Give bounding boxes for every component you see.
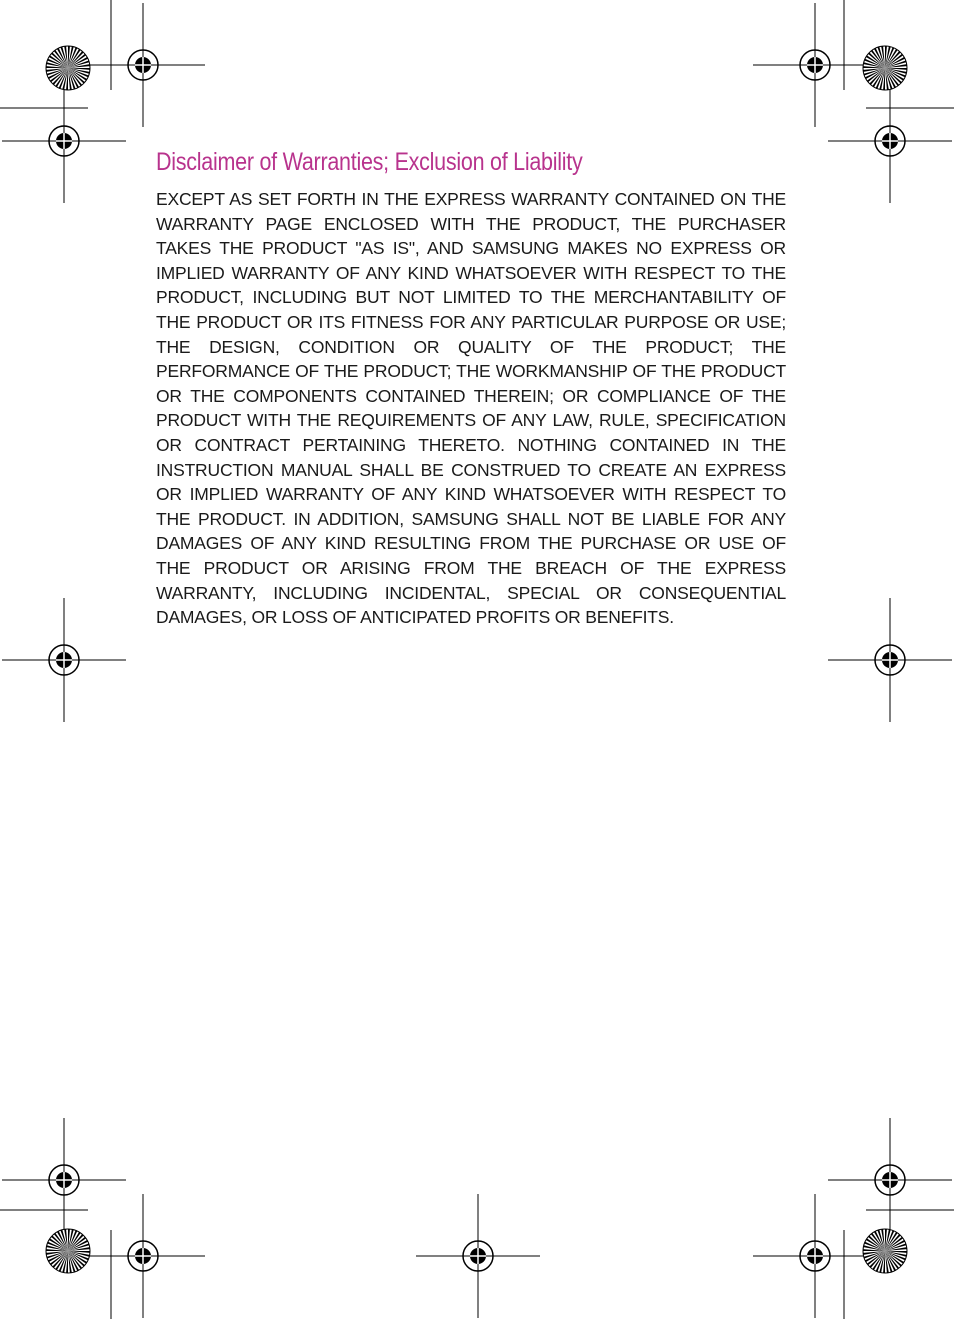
disclaimer-section	[156, 148, 786, 630]
registration-mark-icon	[828, 1118, 952, 1242]
star-target-icon	[46, 46, 90, 90]
star-target-icon	[863, 1229, 907, 1273]
registration-mark-icon	[828, 79, 952, 203]
registration-mark-icon	[2, 598, 126, 722]
star-target-icon	[46, 1229, 90, 1273]
registration-mark-icon	[753, 3, 877, 127]
registration-mark-icon	[81, 1194, 205, 1318]
star-target-icon	[863, 46, 907, 90]
registration-mark-icon	[2, 79, 126, 203]
registration-mark-icon	[416, 1194, 540, 1318]
disclaimer-body: EXCEPT AS SET FORTH IN THE EXPRESS WARRANTY CONTAINED ON THE WARRANTY PAGE ENCLOSED WITH THE PRODUCT, THE PURCHASER TAKES THE PRODUCT "AS IS", AND SAMSUNG MAKES NO EXPRESS OR IMPLIED WARRANTY OF ANY KIND WHATSOEVER WITH RESPECT TO THE PRODUCT, INCLUDING BUT NOT LIMITED TO THE MERCHANTABILITY OF THE PRODUCT OR ITS FITNESS FOR ANY PARTICULAR PURPOSE OR USE; THE DESIGN, CONDITION OR QUALITY OF THE PRODUCT; THE PERFORMANCE OF THE PRODUCT; THE WORKMANSHIP OF THE PRODUCT OR THE COMPONENTS CONTAINED THEREIN; OR COMPLIANCE OF THE PRODUCT WITH THE REQUIREMENTS OF ANY LAW, RULE, SPECIFICATION OR CONTRACT PERTAINING THERETO. NOTHING CONTAINED IN THE INSTRUCTION MANUAL SHALL BE CONSTRUED TO CREATE AN EXPRESS OR IMPLIED WARRANTY OF ANY KIND WHATSOEVER WITH RESPECT TO THE PRODUCT. IN ADDITION, SAMSUNG SHALL NOT BE LIABLE FOR ANY DAMAGES OF ANY KIND RESULTING FROM THE PURCHASE OR USE OF THE PRODUCT OR ARISING FROM THE BREACH OF THE EXPRESS WARRANTY, INCLUDING INCIDENTAL, SPECIAL OR CONSEQUENTIAL DAMAGES, OR LOSS OF ANTICIPATED PROFITS OR BENEFITS.	[156, 189, 786, 628]
page-title: Disclaimer of Warranties; Exclusion of Liability	[156, 148, 583, 176]
registration-mark-icon	[81, 3, 205, 127]
registration-mark-icon	[828, 598, 952, 722]
registration-mark-icon	[753, 1194, 877, 1318]
registration-mark-icon	[2, 1118, 126, 1242]
